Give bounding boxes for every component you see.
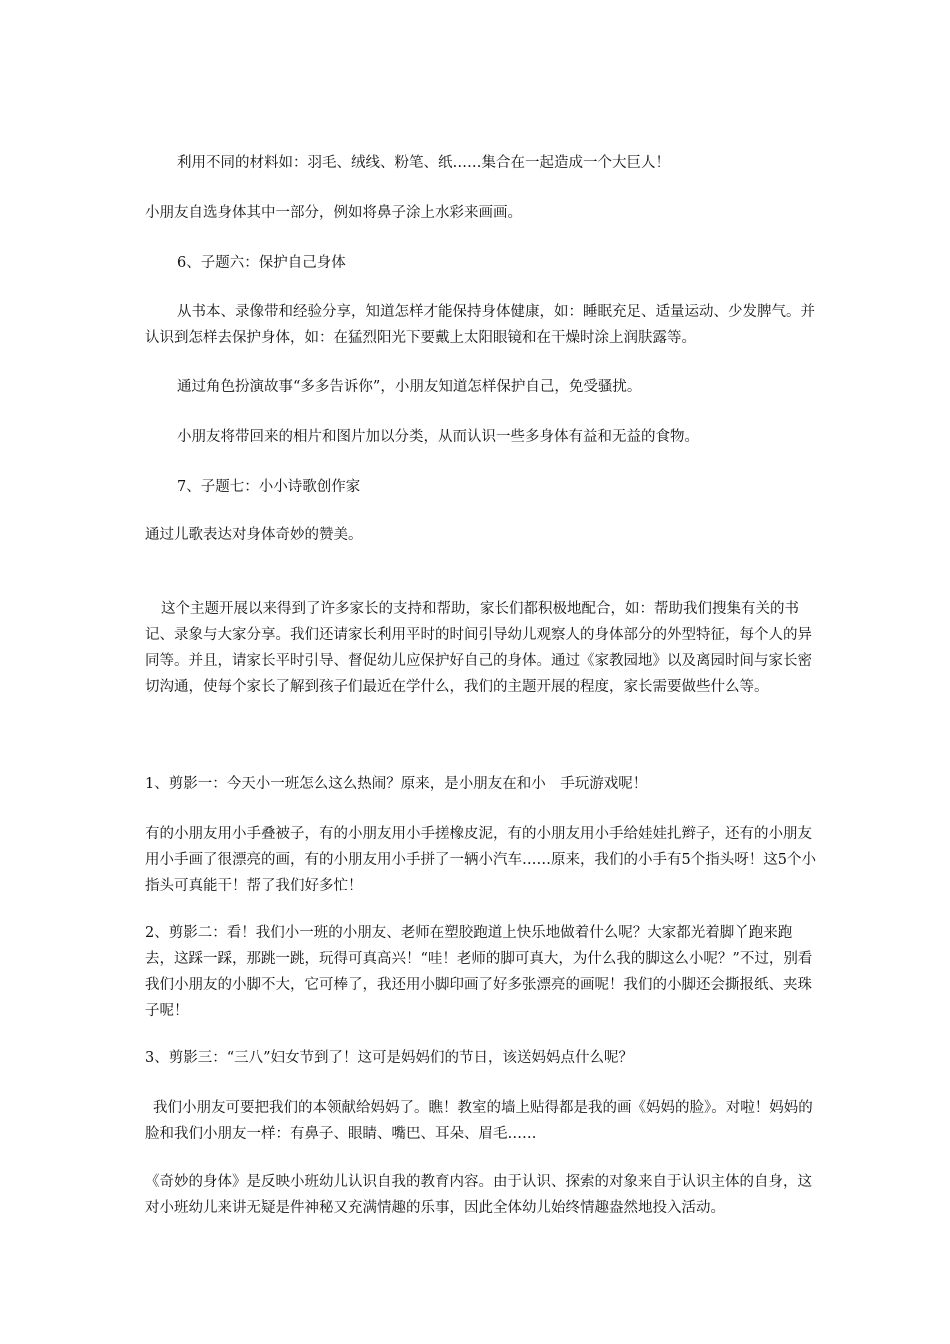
heading-subtopic-six: 6、子题六：保护自己身体 <box>177 255 346 271</box>
heading-subtopic-seven: 7、子题七：小小诗歌创作家 <box>177 479 361 495</box>
paragraph-nose-painting: 小朋友自选身体其中一部分，例如将鼻子涂上水彩来画画。 <box>145 205 522 221</box>
paragraph-nursery-rhyme: 通过儿歌表达对身体奇妙的赞美。 <box>145 527 363 543</box>
paragraph-health-protection: 从书本、录像带和经验分享，知道怎样才能保持身体健康，如：睡眠充足、适量运动、少发脾气。并认识到怎样去保护身体，如：在猛烈阳光下要戴上太阳眼镜和在干燥时涂上润肤露等。 <box>145 304 815 346</box>
paragraph-food-classification: 小朋友将带回来的相片和图片加以分类，从而认识一些多身体有益和无益的食物。 <box>177 429 699 445</box>
paragraph-little-hands: 有的小朋友用小手叠被子，有的小朋友用小手搓橡皮泥，有的小朋友用小手给娃娃扎辫子，还有的小朋友用小手画了很漂亮的画，有的小朋友用小手拼了一辆小汽车……原来，我们的小手有5个指头呀！这5个小指头可真能干！帮了我们好多忙！ <box>145 826 816 894</box>
paragraph-parent-support: 这个主题开展以来得到了许多家长的支持和帮助，家长们都积极地配合，如：帮助我们搜集有关的书记、录象与大家分享。我们还请家长利用平时的时间引导幼儿观察人的身体部分的外型特征，每个人的异同等。并且，请家长平时引导、督促幼儿应保护好自己的身体。通过《家教园地》以及离园时间与家长密切沟通，使每个家长了解到孩子们最近在学什么，我们的主题开展的程度，家长需要做些什么等。 <box>145 601 812 695</box>
paragraph-summary: 《奇妙的身体》是反映小班幼儿认识自我的教育内容。由于认识、探索的对象来自于认识主体的自身，这对小班幼儿来讲无疑是件神秘又充满情趣的乐事，因此全体幼儿始终情趣盎然地投入活动。 <box>145 1174 812 1216</box>
paragraph-mothers-day: 我们小朋友可要把我们的本领献给妈妈了。瞧！教室的墙上贴得都是我的画《妈妈的脸》。对啦！妈妈的脸和我们小朋友一样：有鼻子、眼睛、嘴巴、耳朵、眉毛…… <box>145 1100 813 1142</box>
heading-snapshot-one: 1、剪影一：今天小一班怎么这么热闹？原来，是小朋友在和小 手玩游戏呢！ <box>145 776 648 792</box>
paragraph-snapshot-two: 2、剪影二：看！我们小一班的小朋友、老师在塑胶跑道上快乐地做着什么呢？大家都光着脚丫跑来跑去，这踩一踩，那跳一跳，玩得可真高兴！“哇！老师的脚可真大，为什么我的脚这么小呢？”不过，别看我们小朋友的小脚不大，它可棒了，我还用小脚印画了好多张漂亮的画呢！我们的小脚还会撕报纸、夹珠子呢！ <box>145 925 813 1019</box>
paragraph-materials-giant: 利用不同的材料如：羽毛、绒线、粉笔、纸……集合在一起造成一个大巨人！ <box>177 155 670 171</box>
paragraph-role-play: 通过角色扮演故事“多多告诉你”，小朋友知道怎样保护自己，免受骚扰。 <box>177 379 642 395</box>
heading-snapshot-three: 3、剪影三：“三八”妇女节到了！这可是妈妈们的节日，该送妈妈点什么呢？ <box>145 1050 634 1066</box>
